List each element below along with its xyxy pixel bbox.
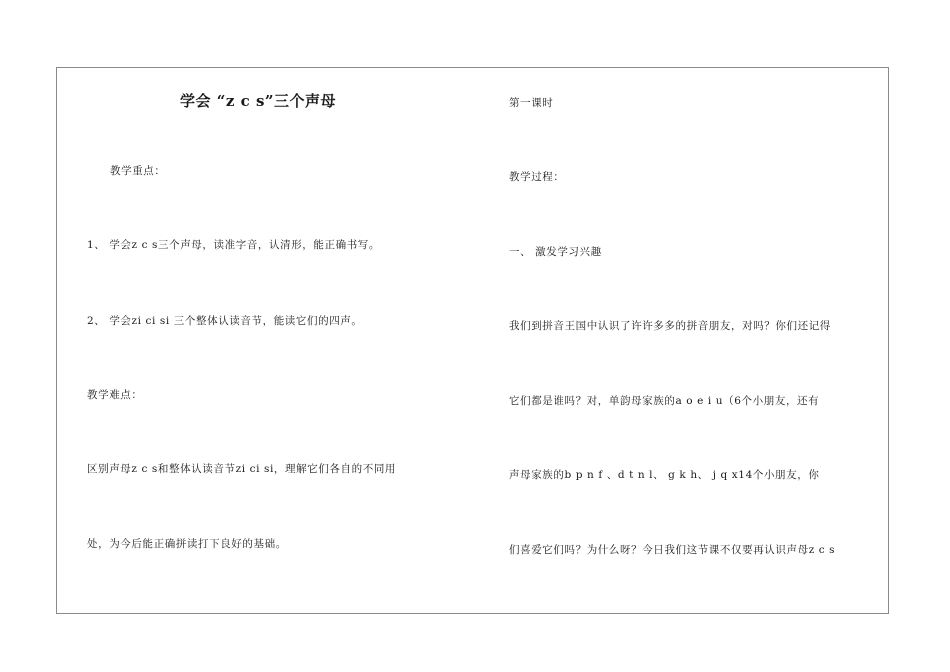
paragraph-line-4: 们喜爱它们吗？为什么呀？今日我们这节课不仅要再认识声母z c s	[509, 544, 836, 556]
paragraph-line-1: 我们到拼音王国中认识了许许多多的拼音朋友，对吗？你们还记得	[509, 320, 831, 332]
difficulty-line-1: 区别声母z c s和整体认读音节zi ci si，理解它们各自的不同用	[87, 463, 397, 475]
lesson-period: 第一课时	[509, 97, 554, 109]
paragraph-line-2: 它们都是谁吗？对，单韵母家族的a o e i u（6个小朋友，还有	[509, 395, 820, 407]
process-heading: 教学过程：	[509, 171, 565, 183]
difficulty-heading: 教学难点：	[87, 389, 143, 401]
difficulty-line-2: 处，为今后能正确拼读打下良好的基础。	[87, 538, 287, 550]
lesson-title: 学会 “z c s”三个声母	[180, 92, 337, 110]
focus-item-1: 1、 学会z c s三个声母，读准字音，认清形，能正确书写。	[87, 239, 380, 251]
document-frame	[56, 67, 889, 614]
focus-heading: 教学重点：	[110, 165, 166, 177]
section-heading-1: 一、 激发学习兴趣	[509, 246, 602, 258]
focus-item-2: 2、 学会zi ci si 三个整体认读音节，能读它们的四声。	[87, 315, 363, 327]
paragraph-line-3: 声母家族的b p n f 、d t n l、 g k h、 j q x14个小朋友，你	[509, 469, 820, 481]
